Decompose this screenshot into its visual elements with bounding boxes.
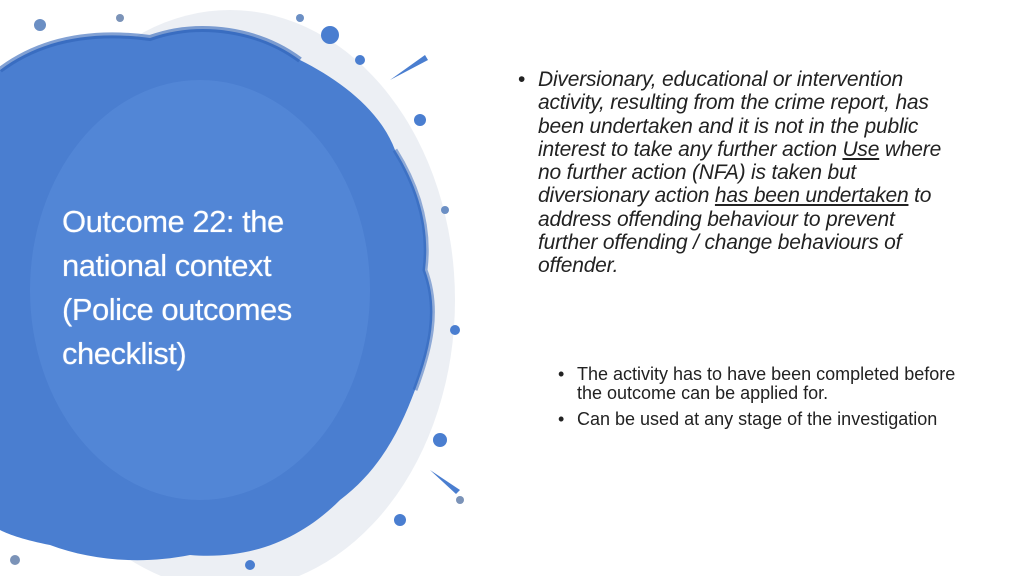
bullet-icon: • [558,409,565,429]
title-line: (Police outcomes [62,292,292,327]
slide-title [62,200,392,376]
underlined-has-been-undertaken: has been undertaken [714,184,909,208]
underlined-use: Use [842,137,880,161]
sub-bullet-text: Can be used at any stage of the investigation [577,409,938,429]
main-bullet-text-1: Diversionary, educational or intervention activity, resulting from the crime report, has been undertaken and it is not in the public interest to take any further action [538,68,929,161]
main-bullet-text-3: to address offending behaviour to prevent further offending / change behaviours of offender. [538,184,932,278]
sub-bullet [558,365,958,403]
title-line: checklist) [62,336,187,371]
sub-bullet-list [558,365,958,436]
bullet-icon: • [558,364,565,384]
main-bullet [518,68,958,278]
main-bullet-list [518,68,958,278]
sub-bullet-text: The activity has to have been completed before the outcome can be applied for. [577,364,956,403]
title-line: national context [62,248,272,283]
main-bullet-text-2: where no further action (NFA) is taken but diversionary action [538,137,942,208]
title-line: Outcome 22: the [62,204,284,239]
bullet-icon: • [518,68,526,91]
sub-bullet [558,410,958,429]
